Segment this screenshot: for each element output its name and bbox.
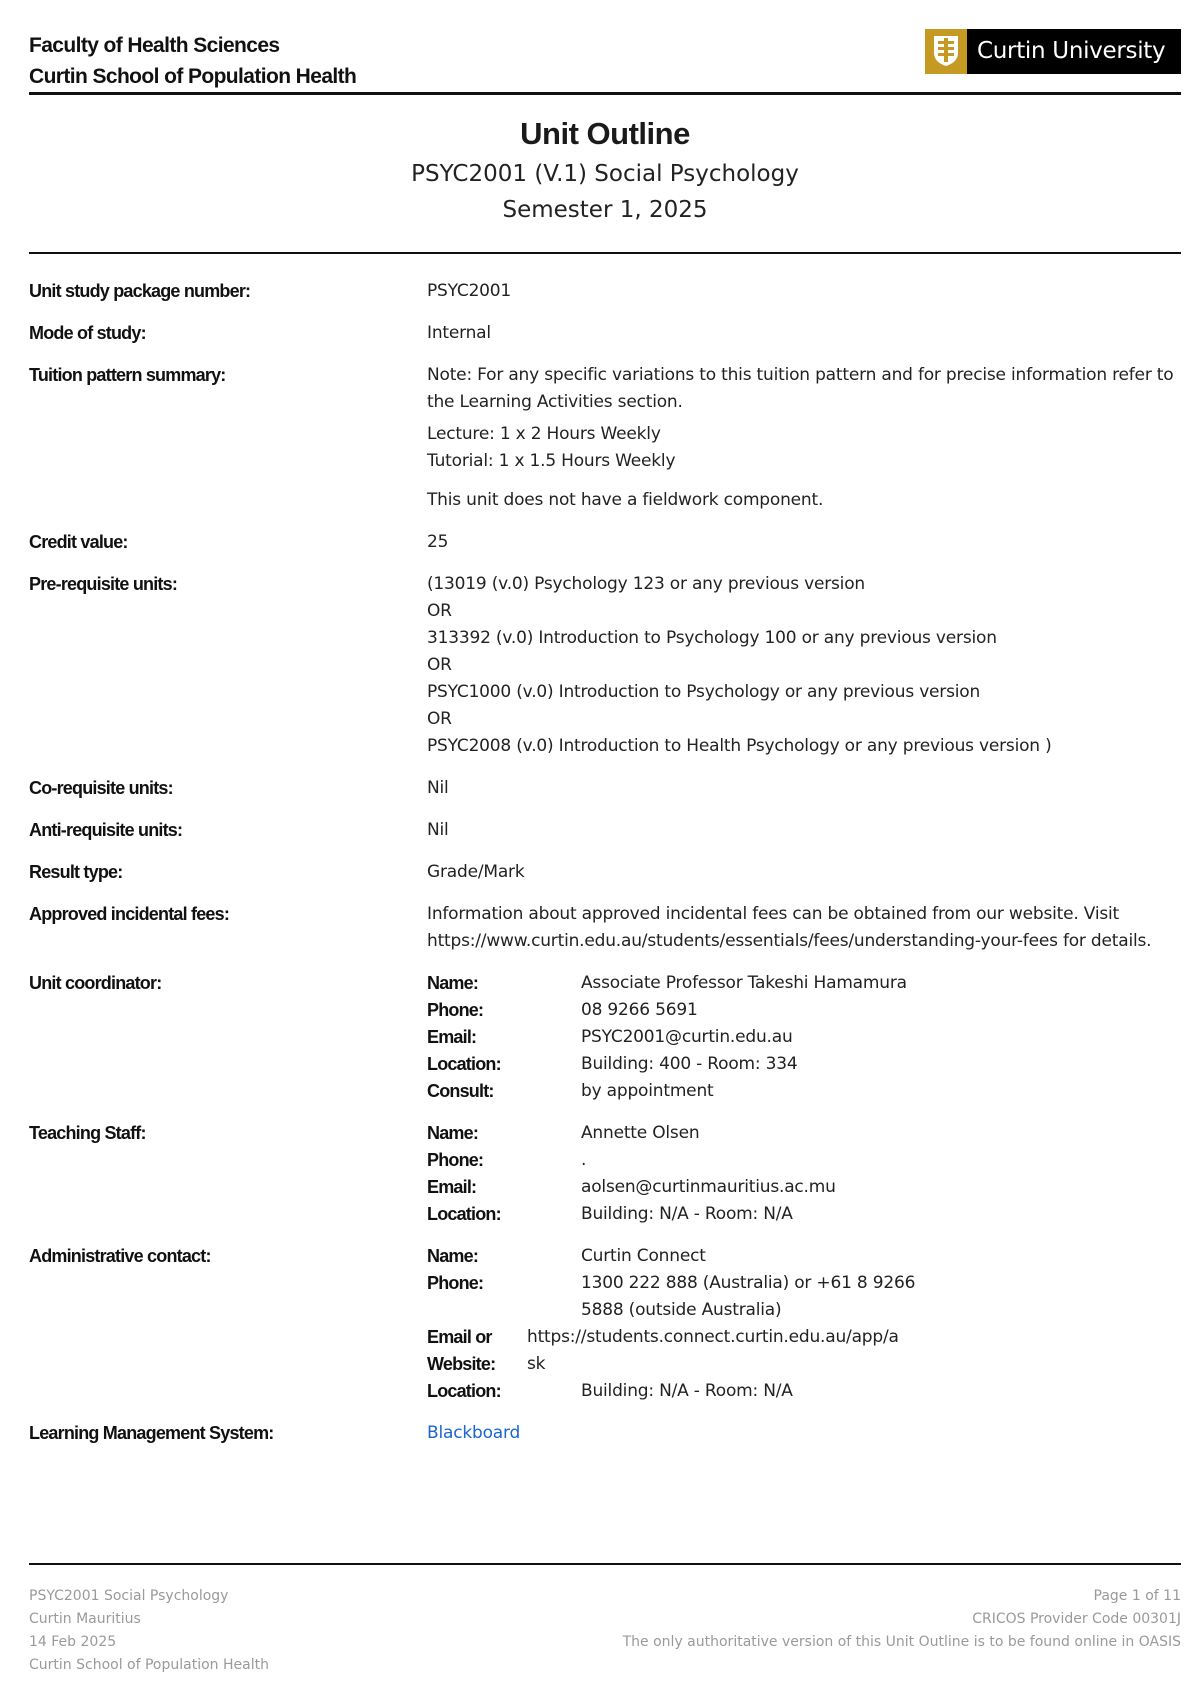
logo-wordmark: Curtin University — [977, 38, 1166, 64]
detail-value: Nil — [427, 778, 449, 798]
blackboard-link[interactable]: Blackboard — [427, 1423, 521, 1443]
detail-row-teaching-staff — [29, 1120, 1184, 1228]
prereq-line: 313392 (v.0) Introduction to Psychology 100 or any previous version — [427, 628, 997, 648]
detail-row-coordinator — [29, 970, 1184, 1105]
detail-label: Co-requisite units: — [29, 778, 173, 798]
detail-row-antireq — [29, 817, 1184, 844]
detail-value: Information about approved incidental fees can be obtained from our website. Visit https://www.curtin.edu.au/students/essentials/fees/understanding-your-fees for details. — [427, 904, 1152, 951]
detail-value: Internal — [427, 323, 491, 343]
tuition-fieldwork: This unit does not have a fieldwork component. — [427, 490, 824, 510]
tuition-note: Note: For any specific variations to this tuition pattern and for precise information refer to the Learning Activities section. — [427, 365, 1174, 412]
semester: Semester 1, 2025 — [502, 197, 708, 223]
detail-label: Learning Management System: — [29, 1423, 274, 1443]
crest-icon — [925, 29, 967, 74]
unit-name: PSYC2001 (V.1) Social Psychology — [411, 161, 799, 187]
contact-email: Email: PSYC2001@curtin.edu.au — [427, 1027, 793, 1047]
detail-row-admin-contact — [29, 1243, 1184, 1405]
contact-email: Email: aolsen@curtinmauritius.ac.mu — [427, 1177, 836, 1197]
cricos-code: CRICOS Provider Code 00301J — [972, 1611, 1181, 1627]
prereq-line: PSYC2008 (v.0) Introduction to Health Psychology or any previous version ) — [427, 736, 1052, 756]
prereq-line: OR — [427, 709, 452, 729]
detail-label: Approved incidental fees: — [29, 904, 230, 924]
prereq-line: PSYC1000 (v.0) Introduction to Psychology or any previous version — [427, 682, 981, 702]
detail-label: Unit coordinator: — [29, 973, 162, 993]
detail-label: Pre-requisite units: — [29, 574, 178, 594]
footer-divider — [29, 1563, 1181, 1565]
contact-phone: Phone: 08 9266 5691 — [427, 1000, 698, 1020]
contact-phone: Phone: . — [427, 1150, 587, 1170]
detail-value: 25 — [427, 532, 449, 552]
detail-label: Teaching Staff: — [29, 1123, 146, 1143]
detail-row-prereq — [29, 571, 1184, 760]
detail-value: Grade/Mark — [427, 862, 525, 882]
footer-unit: PSYC2001 Social Psychology — [29, 1588, 229, 1604]
school-name: Curtin School of Population Health — [29, 65, 357, 88]
contact-website: Email or Website: https://students.connect.curtin.edu.au/app/ask — [427, 1327, 899, 1374]
header-divider — [29, 92, 1181, 95]
prereq-line: OR — [427, 655, 452, 675]
contact-location: Location: Building: N/A - Room: N/A — [427, 1381, 793, 1401]
tuition-lecture: Lecture: 1 x 2 Hours Weekly — [427, 424, 661, 444]
title-divider — [29, 252, 1181, 254]
detail-row-mode — [29, 320, 1184, 347]
footer-date: 14 Feb 2025 — [29, 1634, 117, 1650]
contact-name: Name: Associate Professor Takeshi Hamamura — [427, 973, 907, 993]
detail-row-credit — [29, 529, 1184, 556]
prereq-line: (13019 (v.0) Psychology 123 or any previous version — [427, 574, 865, 594]
detail-label: Administrative contact: — [29, 1246, 211, 1266]
page-title: Unit Outline — [520, 116, 690, 151]
contact-phone: Phone: 1300 222 888 (Australia) or +61 8 9266 5888 (outside Australia) — [427, 1273, 916, 1320]
title-block — [29, 112, 1181, 228]
contact-consult: Consult: by appointment — [427, 1081, 714, 1101]
page-number: Page 1 of 11 — [1093, 1588, 1181, 1604]
prereq-line: OR — [427, 601, 452, 621]
detail-value: PSYC2001 — [427, 281, 512, 301]
contact-name: Name: Annette Olsen — [427, 1123, 700, 1143]
contact-location: Location: Building: N/A - Room: N/A — [427, 1204, 793, 1224]
detail-row-result — [29, 859, 1184, 886]
page-header — [29, 30, 1181, 92]
detail-label: Anti-requisite units: — [29, 820, 183, 840]
detail-label: Mode of study: — [29, 323, 146, 343]
unit-details — [29, 278, 1184, 1462]
contact-block — [427, 1120, 1184, 1228]
detail-label: Result type: — [29, 862, 123, 882]
contact-name: Name: Curtin Connect — [427, 1246, 706, 1266]
detail-row-usp — [29, 278, 1184, 305]
footer-campus: Curtin Mauritius — [29, 1611, 141, 1627]
detail-value — [427, 571, 1184, 760]
authority-note: The only authoritative version of this Unit Outline is to be found online in OASIS — [622, 1634, 1181, 1650]
faculty-block — [29, 30, 356, 92]
detail-row-lms — [29, 1420, 1184, 1447]
contact-block — [427, 1243, 1184, 1405]
detail-label: Credit value: — [29, 532, 128, 552]
detail-label: Unit study package number: — [29, 281, 251, 301]
detail-label: Tuition pattern summary: — [29, 365, 226, 385]
detail-value: Nil — [427, 820, 449, 840]
footer-right — [623, 1585, 1181, 1654]
footer-left — [29, 1585, 269, 1677]
detail-row-tuition — [29, 362, 1184, 514]
footer-school: Curtin School of Population Health — [29, 1657, 269, 1673]
contact-block — [427, 970, 1184, 1105]
contact-location: Location: Building: 400 - Room: 334 — [427, 1054, 798, 1074]
curtin-logo — [925, 29, 1181, 74]
detail-row-fees — [29, 901, 1184, 955]
tuition-tutorial: Tutorial: 1 x 1.5 Hours Weekly — [427, 451, 676, 471]
detail-row-coreq — [29, 775, 1184, 802]
faculty-name: Faculty of Health Sciences — [29, 34, 280, 57]
detail-value — [427, 362, 1184, 514]
